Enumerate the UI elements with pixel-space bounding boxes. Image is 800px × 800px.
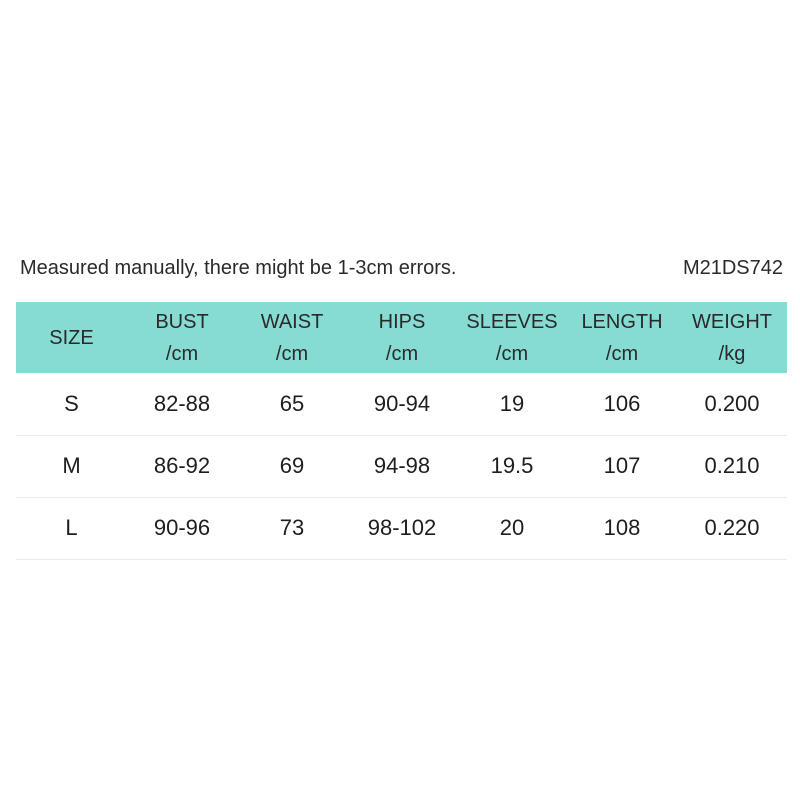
table-row bbox=[16, 435, 787, 497]
table-cell-waist: 69 bbox=[279, 453, 305, 478]
table-cell-weight: 0.210 bbox=[704, 453, 760, 478]
table-cell-size: L bbox=[65, 515, 78, 540]
table-cell-length: 107 bbox=[603, 453, 641, 478]
header-waist bbox=[237, 302, 347, 373]
header-unit: /cm bbox=[605, 342, 639, 365]
header-hips bbox=[347, 302, 457, 373]
measurement-note: Measured manually, there might be 1-3cm errors. bbox=[20, 257, 457, 279]
header-label: HIPS bbox=[378, 310, 426, 333]
header-weight bbox=[677, 302, 787, 373]
header-length bbox=[567, 302, 677, 373]
table-cell-hips: 90-94 bbox=[373, 390, 431, 416]
header-unit: /cm bbox=[165, 342, 199, 365]
header-label: LENGTH bbox=[581, 310, 663, 333]
header-unit: /cm bbox=[495, 342, 529, 365]
header-size bbox=[16, 302, 127, 373]
header-label: WEIGHT bbox=[692, 310, 772, 333]
table-cell-waist: 65 bbox=[279, 390, 305, 416]
header-label: SIZE bbox=[49, 326, 94, 349]
header-sleeves bbox=[457, 302, 567, 373]
product-code: M21DS742 bbox=[682, 257, 783, 279]
table-cell-hips: 98-102 bbox=[367, 515, 437, 540]
size-chart-table bbox=[16, 302, 787, 560]
table-cell-sleeves: 19.5 bbox=[490, 453, 534, 478]
table-cell-weight: 0.220 bbox=[704, 515, 760, 540]
table-cell-bust: 90-96 bbox=[153, 515, 211, 540]
table-cell-weight: 0.200 bbox=[704, 390, 760, 416]
table-cell-sleeves: 20 bbox=[499, 515, 525, 540]
table-cell-waist: 73 bbox=[279, 515, 305, 540]
header-label: SLEEVES bbox=[466, 310, 558, 333]
table-cell-length: 108 bbox=[603, 515, 641, 540]
header-unit: /kg bbox=[718, 342, 746, 365]
table-cell-sleeves: 19 bbox=[499, 390, 525, 416]
header-label: WAIST bbox=[260, 310, 324, 333]
table-cell-bust: 82-88 bbox=[153, 390, 211, 416]
header-unit: /cm bbox=[275, 342, 309, 365]
header-bust bbox=[127, 302, 237, 373]
table-row bbox=[16, 373, 787, 435]
header-label: BUST bbox=[155, 310, 209, 333]
header-unit: /cm bbox=[385, 342, 419, 365]
table-cell-hips: 94-98 bbox=[373, 453, 431, 478]
table-cell-size: M bbox=[62, 453, 81, 478]
table-cell-length: 106 bbox=[603, 390, 641, 416]
table-cell-bust: 86-92 bbox=[153, 453, 211, 478]
table-cell-size: S bbox=[64, 390, 79, 416]
table-row bbox=[16, 497, 787, 559]
table-header-row bbox=[16, 302, 787, 373]
